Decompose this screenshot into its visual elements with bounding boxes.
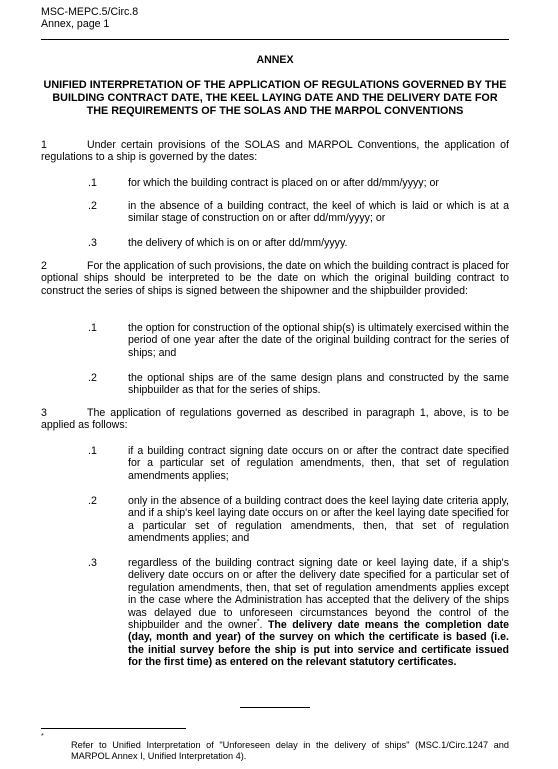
item-text: the option for construction of the optional ship(s) is ultimately exercised within the period of one year after the date of the original building contract for the series of ships; and xyxy=(128,322,509,359)
paragraph-1 xyxy=(41,139,509,164)
paragraph-2 xyxy=(41,260,509,297)
paragraph-number: 3 xyxy=(41,407,47,419)
page-header xyxy=(41,6,138,31)
item-text: for which the building contract is placed on or after dd/mm/yyyy; or xyxy=(128,177,439,189)
paragraph-text: For the application of such provisions, the date on which the building contract is placed for optional ships should be interpreted to be the date on which the original building contract to construct the series of ships is signed between the shipowner and the shipbuilder provided: xyxy=(41,260,509,297)
item-text: regardless of the building contract signing date or keel laying date, if a ship's delivery date occurs on or after the delivery date specified for a particular set of regulation amendments, then, that set of regulation amendments applies except in the case where the Administration has accepted that the delivery of the ships was delayed due to unforeseen circumstances beyond the control of the shipbuilder and the owner*. The delivery date means the completion date (day, month and year) of the survey on which the certificate is based (i.e. the initial survey before the ship is put into service and certificate issued for the first time) as entered on the relevant statutory certificates. xyxy=(128,557,509,669)
item-label: .1 xyxy=(88,177,97,189)
footnote-reference: * xyxy=(256,618,260,626)
paragraph-3 xyxy=(41,407,509,432)
paragraph-text: The application of regulations governed as described in paragraph 1, above, is to be applied as follows: xyxy=(41,407,509,432)
item-text: in the absence of a building contract, the keel of which is laid or which is at a similar stage of construction on or after dd/mm/yyyy; or xyxy=(128,200,509,225)
paragraph-text: Under certain provisions of the SOLAS and MARPOL Conventions, the application of regulations to a ship is governed by the dates: xyxy=(41,139,509,164)
item-text: the optional ships are of the same design plans and constructed by the same shipbuilder as that for the series of ships. xyxy=(128,372,509,397)
end-rule xyxy=(240,707,310,708)
footnote-text: Refer to Unified Interpretation of "Unforeseen delay in the delivery of ships" (MSC.1/Circ.1247 and MARPOL Annex I, Unified Interpretation 4). xyxy=(71,740,509,762)
item-label: .1 xyxy=(88,445,97,457)
footnote-separator xyxy=(41,728,186,729)
item-main-text: regardless of the building contract signing date or keel laying date, if a ship's delivery date occurs on or after the delivery date specified for a particular set of regulation amendments, then, that set of regulation amendments applies except in the case where the Administration has accepted that the delivery of the ships was delayed due to unforeseen circumstances beyond the control of the shipbuilder and the owner xyxy=(128,557,509,632)
page-reference: Annex, page 1 xyxy=(41,18,110,31)
paragraph-number: 2 xyxy=(41,260,47,272)
item-label: .3 xyxy=(88,557,97,569)
item-label: .2 xyxy=(88,200,97,212)
item-label: .2 xyxy=(88,495,97,507)
item-text: the delivery of which is on or after dd/mm/yyyy. xyxy=(128,237,348,249)
paragraph-number: 1 xyxy=(41,139,47,151)
annex-heading: ANNEX xyxy=(256,54,294,66)
item-text: only in the absence of a building contract does the keel laying date criteria apply, and if a ship's keel laying date occurs on or after the keel laying date specified for a particular set of regulation amendments, then, that set of regulation amendments applies; and xyxy=(128,495,509,545)
header-rule xyxy=(41,39,509,40)
footnote-mark: * xyxy=(41,733,44,740)
document-title: UNIFIED INTERPRETATION OF THE APPLICATION OF REGULATIONS GOVERNED BY THE BUILDING CONTRACT DATE, THE KEEL LAYING DATE AND THE DELIVERY DATE FOR THE REQUIREMENTS OF THE SOLAS AND THE MARPOL CONVENTIONS xyxy=(43,79,507,117)
item-label: .1 xyxy=(88,322,97,334)
delivery-date-definition: The delivery date means the completion date (day, month and year) of the survey on which the certificate is based (i.e. the initial survey before the ship is put into service and certificate issued for the first time) as entered on the relevant statutory certificates. xyxy=(128,619,509,669)
document-reference: MSC-MEPC.5/Circ.8 xyxy=(41,6,139,18)
item-text: if a building contract signing date occurs on or after the contract date specified for a particular set of regulation amendments, then, that set of regulation amendments applies; xyxy=(128,445,509,482)
item-label: .2 xyxy=(88,372,97,384)
item-label: .3 xyxy=(88,237,97,249)
